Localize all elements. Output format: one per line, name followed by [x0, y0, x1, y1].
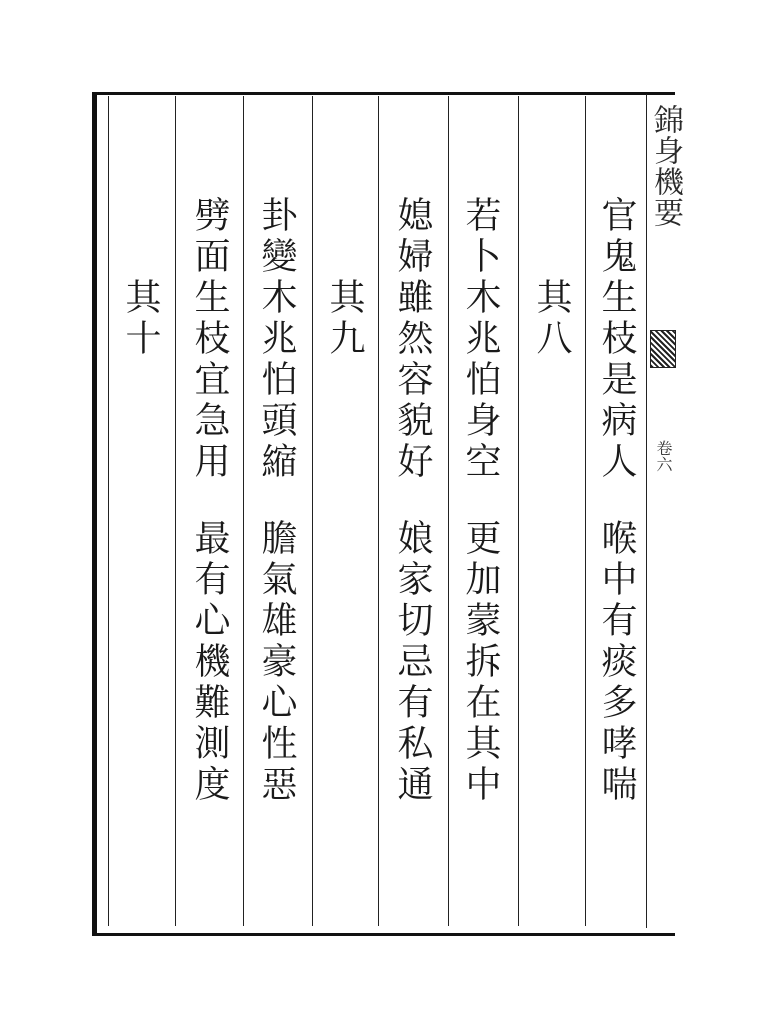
column-rule — [108, 96, 109, 926]
verse-line-top: 卦變木兆怕頭縮 — [256, 196, 297, 483]
verse-column — [394, 104, 466, 806]
section-heading — [326, 186, 398, 360]
verse-line-bottom: 喉中有痰多哮喘 — [596, 519, 637, 806]
verse-column — [191, 104, 263, 806]
heading-text: 其八 — [531, 278, 572, 360]
verse-column — [462, 104, 534, 806]
heading-text: 其十 — [120, 278, 161, 360]
verse-line-top: 官鬼生枝是病人 — [596, 196, 637, 483]
verse-column — [596, 104, 673, 806]
verse-line-bottom: 更加蒙拆在其中 — [460, 519, 501, 806]
spine-volume: 卷六 — [654, 440, 673, 472]
verse-column — [258, 104, 330, 806]
verse-line-bottom: 最有心機難測度 — [189, 519, 230, 806]
heading-text: 其九 — [324, 278, 365, 360]
verse-line-bottom: 膽氣雄豪心性惡 — [256, 519, 297, 806]
verse-line-top: 劈面生枝宜急用 — [189, 196, 230, 483]
verse-line-top: 媳婦雖然容貌好 — [392, 196, 433, 483]
verse-line-top: 若卜木兆怕身空 — [460, 196, 501, 483]
section-heading — [533, 186, 605, 360]
spine-title: 錦身機要 — [648, 104, 683, 228]
verse-line-bottom: 娘家切忌有私通 — [392, 519, 433, 806]
section-heading — [122, 186, 194, 360]
